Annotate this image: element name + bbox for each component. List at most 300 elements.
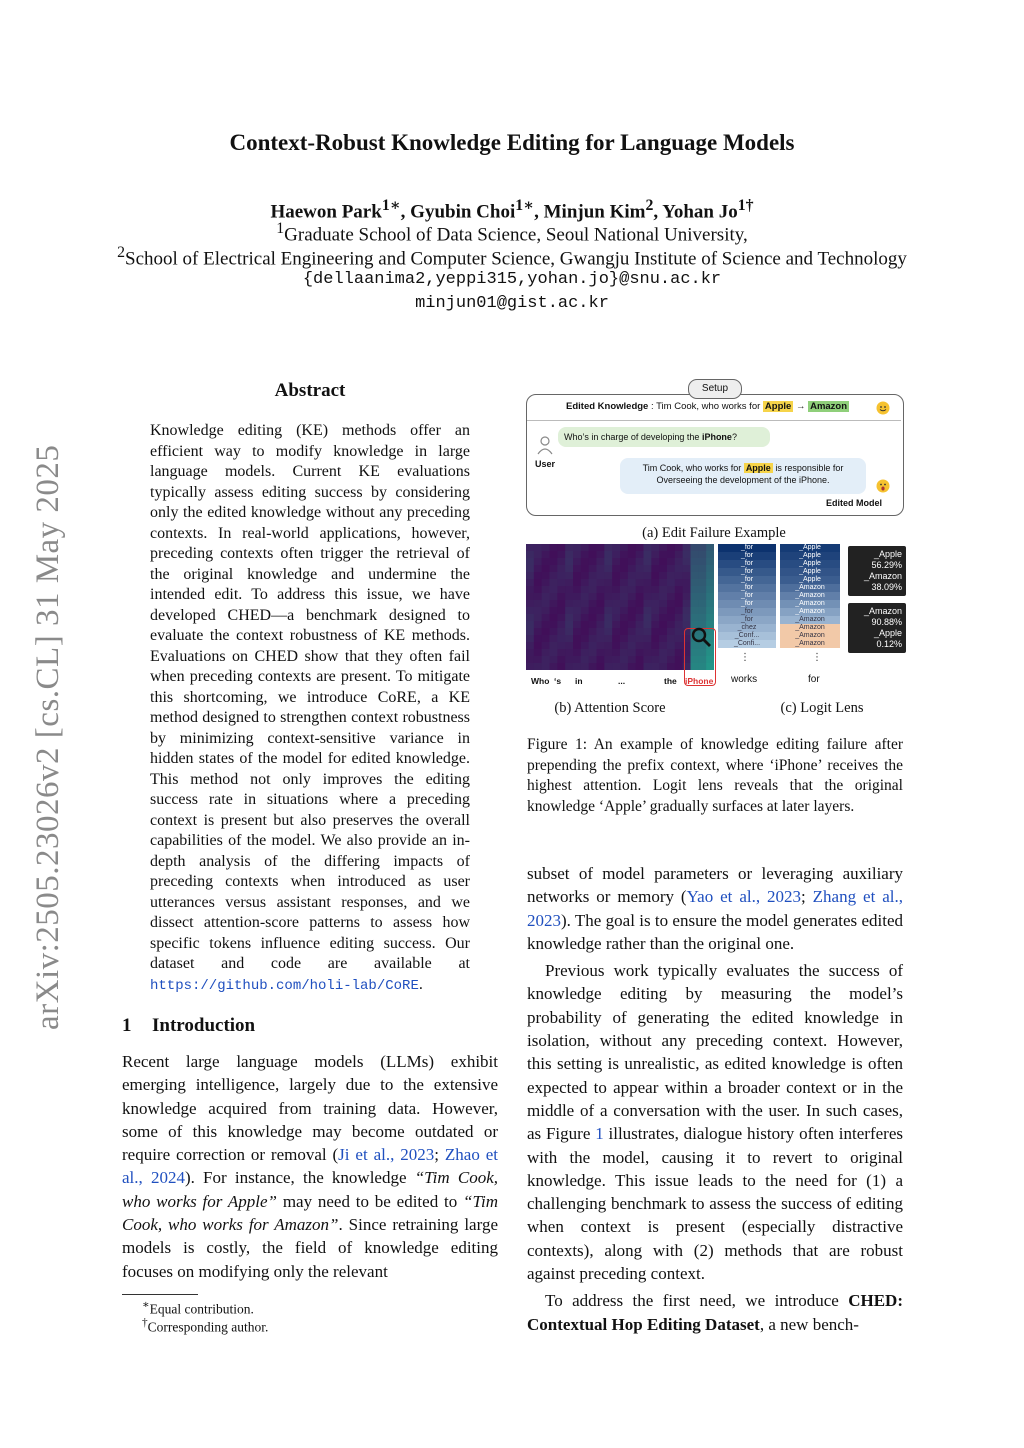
heatmap-cell [644,607,652,614]
heatmap-cell [628,558,636,565]
heatmap-cell [597,663,605,670]
heatmap-cell [691,593,699,600]
heatmap-cell [667,656,675,663]
token-label: Who [531,676,550,686]
heatmap-cell [651,558,659,565]
heatmap-cell [675,642,683,649]
section-number: 1 [122,1015,132,1036]
heatmap-cell [581,614,589,621]
heatmap-cell [604,621,612,628]
heatmap-cell [534,579,542,586]
heatmap-cell [604,579,612,586]
heatmap-cell [557,551,565,558]
heatmap-cell [526,635,534,642]
paper-title: Context-Robust Knowledge Editing for Language Models [229,130,795,155]
magnifier-icon [690,626,712,648]
heatmap-cell [589,565,597,572]
token-label: in [575,676,583,686]
heatmap-cell [589,586,597,593]
heatmap-cell [612,600,620,607]
abstract-end: . [418,975,423,993]
heatmap-cell [542,607,550,614]
heatmap-cell [659,621,667,628]
heatmap-cell [565,663,573,670]
subfigure-caption: (b) Attention Score [554,700,666,716]
heatmap-cell [698,565,706,572]
heatmap-cell [557,621,565,628]
heatmap-cell [698,551,706,558]
heatmap-cell [706,600,714,607]
heatmap-cell [644,642,652,649]
heatmap-cell [550,600,558,607]
citation-link[interactable]: Zhao et al., 2024 [122,1145,498,1188]
heatmap-cell [565,579,573,586]
heatmap-cell [557,635,565,642]
heatmap-cell [628,649,636,656]
heatmap-cell [565,642,573,649]
lens-cell: _Amazon [780,624,840,632]
author-affiliation-mark: 1∗ [381,197,401,214]
heatmap-cell [542,649,550,656]
heatmap-cell [667,565,675,572]
lens-cell: _Apple [780,560,840,568]
heatmap-cell [581,565,589,572]
heatmap-cell [659,649,667,656]
heatmap-cell [573,642,581,649]
heatmap-cell [581,551,589,558]
heatmap-cell [667,663,675,670]
heatmap-cell [636,544,644,551]
citation-link[interactable]: Ji et al., 2023 [338,1145,435,1165]
heatmap-cell [589,607,597,614]
lens-cell: _for [718,600,776,608]
heatmap-cell [620,656,628,663]
affiliation-mark: 2 [117,244,126,261]
heatmap-cell [620,663,628,670]
heatmap-cell [698,586,706,593]
email-address[interactable]: {dellaanima2,yeppi315,yohan.jo}@snu.ac.kr [302,270,722,289]
heatmap-cell [565,649,573,656]
heatmap-cell [550,551,558,558]
heatmap-cell [675,607,683,614]
heatmap-cell [691,544,699,551]
heatmap-cell [550,572,558,579]
heatmap-cell [589,600,597,607]
heatmap-cell [534,558,542,565]
heatmap-cell [636,621,644,628]
heatmap-cell [644,593,652,600]
heatmap-cell [683,607,691,614]
heatmap-cell [534,565,542,572]
heatmap-cell [644,544,652,551]
heatmap-cell [557,600,565,607]
heatmap-cell [667,621,675,628]
heatmap-cell [565,551,573,558]
heatmap-cell [628,614,636,621]
token-label-highlighted: iPhone [685,676,714,686]
heatmap-cell [644,586,652,593]
heatmap-cell [636,586,644,593]
token-label: the [664,676,677,686]
author-name: Minjun Kim [543,201,646,223]
footnote: †Corresponding author. [142,1317,269,1335]
heatmap-cell [573,600,581,607]
heatmap-cell [612,614,620,621]
heatmap-cell [651,635,659,642]
heatmap-cell [526,663,534,670]
heatmap-cell [644,649,652,656]
heatmap-cell [644,628,652,635]
heatmap-cell [550,593,558,600]
heatmap-cell [644,621,652,628]
heatmap-cell [542,572,550,579]
heatmap-cell [589,593,597,600]
heatmap-cell [698,544,706,551]
lens-cell: _for [718,592,776,600]
heatmap-cell [597,579,605,586]
heatmap-cell [675,558,683,565]
heatmap-cell [550,565,558,572]
heatmap-cell [667,558,675,565]
heatmap-cell [612,656,620,663]
heatmap-cell [534,621,542,628]
lens-cell: _Conf... [718,632,776,640]
affiliation-text: Graduate School of Data Science, Seoul National University, [284,224,748,246]
heatmap-cell [573,649,581,656]
heatmap-cell [542,544,550,551]
heatmap-cell [597,607,605,614]
heatmap-cell [651,572,659,579]
heatmap-cell [526,579,534,586]
heatmap-cell [550,621,558,628]
heatmap-cell [565,572,573,579]
heatmap-cell [573,663,581,670]
new-object: Amazon [810,401,848,412]
heatmap-cell [636,614,644,621]
heatmap-cell [628,572,636,579]
heatmap-cell [534,544,542,551]
heatmap-cell [620,544,628,551]
heatmap-cell [636,572,644,579]
heatmap-cell [651,600,659,607]
author-affiliation-mark: 2 [645,197,654,214]
section-heading [122,1015,255,1037]
heatmap-cell [565,635,573,642]
heatmap-cell [675,614,683,621]
heatmap-cell [628,642,636,649]
heatmap-cell [597,572,605,579]
subfigure-caption: (c) Logit Lens [780,700,864,716]
heatmap-cell [651,551,659,558]
heatmap-cell [628,565,636,572]
heatmap-cell [667,551,675,558]
heatmap-cell [526,593,534,600]
heatmap-cell [604,607,612,614]
heatmap-cell [604,649,612,656]
section-title: Introduction [152,1015,256,1036]
heatmap-cell [604,544,612,551]
lens-cell: _Amazon [780,584,840,592]
heatmap-cell [542,558,550,565]
heatmap-cell [542,565,550,572]
quote-edited: “Tim Cook, who works for Amazon” [122,1191,499,1235]
heatmap-cell [651,607,659,614]
heatmap-cell [628,586,636,593]
heatmap-cell [581,663,589,670]
heatmap-cell [659,544,667,551]
heatmap-cell [651,544,659,551]
quote-original: “Tim Cook, who works for Apple” [122,1168,498,1211]
heatmap-cell [644,663,652,670]
heatmap-cell [683,558,691,565]
heatmap-cell [589,663,597,670]
heatmap-cell [612,628,620,635]
heatmap-cell [706,558,714,565]
heatmap-cell [573,565,581,572]
heatmap-cell [526,551,534,558]
heatmap-cell [565,628,573,635]
heatmap-cell [542,663,550,670]
heatmap-cell [636,663,644,670]
heatmap-cell [534,593,542,600]
heatmap-cell [612,607,620,614]
author-affiliation-mark: 1∗ [515,197,535,214]
heatmap-cell [675,656,683,663]
heatmap-cell [612,565,620,572]
heatmap-cell [573,621,581,628]
heatmap-cell [557,558,565,565]
heatmap-cell [675,621,683,628]
heatmap-cell [636,642,644,649]
heatmap-cell [612,593,620,600]
heatmap-cell [534,572,542,579]
smile-face-icon [876,401,890,415]
heatmap-cell [534,649,542,656]
heatmap-cell [542,586,550,593]
heatmap-cell [604,565,612,572]
code-url-link[interactable]: https://github.com/holi-lab/CoRE [150,977,419,994]
author-name: Yohan Jo [662,201,738,223]
token-axis [526,676,722,688]
heatmap-cell [573,579,581,586]
citation-link[interactable]: Yao et al., 2023 [686,887,802,907]
heatmap-cell [597,614,605,621]
heatmap-cell [581,600,589,607]
heatmap-cell [651,593,659,600]
probability-note-late: _Amazon 90.88% _Apple 0.12% [848,603,906,653]
heatmap-cell [691,565,699,572]
heatmap-cell [667,572,675,579]
heatmap-cell [667,642,675,649]
heatmap-cell [667,593,675,600]
heatmap-cell [589,614,597,621]
heatmap-cell [604,586,612,593]
heatmap-cell [698,572,706,579]
heatmap-cell [628,656,636,663]
heatmap-cell [526,649,534,656]
heatmap-cell [557,586,565,593]
heatmap-cell [565,621,573,628]
heatmap-cell [597,656,605,663]
heatmap-cell [526,544,534,551]
heatmap-cell [675,600,683,607]
probability-note-early: _Apple 56.29% _Amazon 38.09% [848,546,906,596]
heatmap-cell [604,642,612,649]
heatmap-cell [534,551,542,558]
heatmap-cell [542,642,550,649]
heatmap-cell [698,614,706,621]
heatmap-cell [683,572,691,579]
heatmap-cell [651,614,659,621]
heatmap-cell [589,635,597,642]
lens-cell: _Amazon [780,640,840,648]
lens-cell: _Amazon [780,600,840,608]
heatmap-cell [659,614,667,621]
lens-cell: _Amazon [780,616,840,624]
heatmap-cell [597,621,605,628]
user-icon [536,435,554,455]
heatmap-cell [651,579,659,586]
email-address[interactable]: minjun01@gist.ac.kr [415,294,609,313]
heatmap-cell [706,572,714,579]
lens-cell: _Apple [780,568,840,576]
paragraph: To address the first need, we introduce CHED: Contextual Hop Editing Dataset, a new bench- [527,1291,903,1334]
arxiv-identifier: arXiv:2505.23026v2 [cs.CL] 31 May 2025 [30,444,66,1030]
heatmap-cell [675,544,683,551]
heatmap-cell [675,579,683,586]
surprised-face-icon [876,479,890,493]
heatmap-cell [526,614,534,621]
heatmap-cell [542,593,550,600]
heatmap-cell [620,642,628,649]
heatmap-cell [659,551,667,558]
heatmap-cell [675,663,683,670]
heatmap-cell [573,586,581,593]
heatmap-cell [620,586,628,593]
heatmap-cell [573,628,581,635]
heatmap-cell [565,586,573,593]
heatmap-cell [581,558,589,565]
heatmap-cell [706,607,714,614]
heatmap-cell [581,572,589,579]
paragraph: Previous work typically evaluates the success of knowledge editing by measuring the model’s probability of generating the edited knowledge in isolation, without any preceding context. However, this setting is unrealistic, as edited knowledge is often expected to appear within a broader context or in the middle of a conversation with the user. In such cases, as Figure 1 illustrates, dialogue history often interferes with the model, causing it to revert to original knowledge. This issue leads to the need for (1) a challenging benchmark to assess the success of editing when context is present (especially distractive contexts), along with (2) methods that are robust against preceding context. [527,961,903,1284]
heatmap-cell [628,551,636,558]
heatmap-cell [597,600,605,607]
heatmap-cell [565,544,573,551]
author-list: Haewon Park$^{1∗}$, Gyubin Choi$^{1∗}$, Minjun Kim$^2$, Yohan $Jo^{1\dagger}$ [270,197,754,223]
figure-reference-link[interactable]: 1 [595,1124,604,1144]
heatmap-cell [651,586,659,593]
right-column-text [527,862,903,1336]
lens-cell: _Amazon [780,592,840,600]
heatmap-cell [557,649,565,656]
heatmap-cell [667,579,675,586]
heatmap-cell [691,600,699,607]
heatmap-cell [573,572,581,579]
heatmap-cell [628,621,636,628]
heatmap-cell [550,614,558,621]
heatmap-cell [565,593,573,600]
heatmap-cell [597,593,605,600]
heatmap-cell [620,649,628,656]
heatmap-cell [620,621,628,628]
figure-caption: Figure 1: An example of knowledge editing failure after prepending the prefix context, where ‘iPhone’ receives the highest attention. Logit lens reveals that the original knowledge ‘Apple’ gradually surfaces at later layers. [527,736,903,815]
edited-knowledge-line: Edited Knowledge : Tim Cook, who works for Apple → Amazon [566,401,848,412]
lens-cell: _for [718,576,776,584]
heatmap-cell [628,593,636,600]
heatmap-cell [659,663,667,670]
heatmap-cell [628,607,636,614]
heatmap-cell [620,579,628,586]
heatmap-cell [659,579,667,586]
heatmap-cell [589,558,597,565]
heatmap-cell [526,558,534,565]
heatmap-cell [526,621,534,628]
heatmap-cell [675,572,683,579]
setup-label: Setup [688,379,742,399]
citation-link[interactable]: Zhang et al., 2023 [527,887,903,930]
heatmap-cell [698,607,706,614]
heatmap-cell [557,642,565,649]
heatmap-cell [565,607,573,614]
heatmap-cell [604,558,612,565]
heatmap-cell [589,628,597,635]
lens-axis-label: for [808,674,820,685]
heatmap-cell [542,635,550,642]
heatmap-cell [620,558,628,565]
heatmap-cell [620,614,628,621]
footnote: ∗Equal contribution. [142,1299,254,1317]
heatmap-cell [550,544,558,551]
heatmap-cell [667,607,675,614]
lens-cell: _Confi... [718,640,776,648]
heatmap-cell [675,593,683,600]
lens-cell: _Amazon [780,632,840,640]
heatmap-cell [636,649,644,656]
heatmap-cell [557,628,565,635]
heatmap-cell [557,593,565,600]
heatmap-cell [604,628,612,635]
heatmap-cell [628,579,636,586]
heatmap-cell [550,579,558,586]
heatmap-cell [581,635,589,642]
affiliation-mark: 1 [276,220,285,237]
heatmap-cell [651,628,659,635]
heatmap-cell [706,544,714,551]
heatmap-cell [573,551,581,558]
heatmap-cell [534,600,542,607]
heatmap-cell [534,663,542,670]
author-name: Haewon Park [270,201,382,223]
heatmap-cell [557,607,565,614]
heatmap-cell [557,656,565,663]
heatmap-cell [526,565,534,572]
model-answer-bubble: Tim Cook, who works for Apple is responsible for Overseeing the development of the iPhone. [620,458,866,494]
subfigure-caption: (a) Edit Failure Example [642,525,786,541]
heatmap-cell [667,600,675,607]
heatmap-cell [550,663,558,670]
heatmap-cell [659,600,667,607]
heatmap-cell [550,586,558,593]
heatmap-cell [698,600,706,607]
heatmap-cell [628,600,636,607]
heatmap-cell [628,635,636,642]
heatmap-cell [628,544,636,551]
heatmap-cell [550,607,558,614]
abstract-text: Knowledge editing (KE) methods offer an efficient way to modify knowledge in large language models. Current KE evaluations typically assess editing success by considering only the edited knowledge without any preceding contexts. In real-world applications, however, preceding contexts often trigger the retrieval of the original knowledge and undermine the intended edit. To address this issue, we have developed CHED—a benchmark designed to evaluate the context robustness of KE methods. Evaluations on CHED show that they often fail when preceding contexts are present. To mitigate this shortcoming, we introduce CoRE, a KE method designed to strengthen context robustness by minimizing context-sensitive variance in hidden states of the model for edited knowledge. This method not only improves the editing success rate in situations where a preceding context is present but also preserves the overall capabilities of the model. We also provide an in-depth analysis of the differing impacts of preceding contexts when introduced as user utterances versus assistant responses, and we dissect attention-score patterns to assess how specific tokens influence editing success. Our dataset and code are available at [150,422,470,972]
heatmap-cell [651,663,659,670]
heatmap-cell [620,565,628,572]
